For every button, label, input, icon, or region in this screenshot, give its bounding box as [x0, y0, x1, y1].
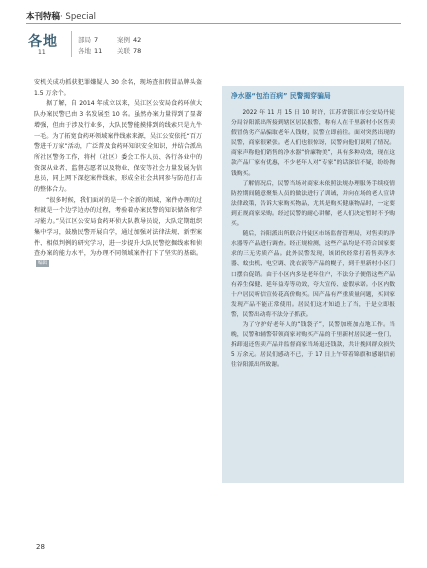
region-name: 各地 [28, 34, 58, 50]
stat-keywords: 关联 78 [117, 47, 142, 55]
magazine-section-title [26, 10, 96, 22]
sidebar-paragraph: 了解情况后，民警当场对商家未依照法规办理服务手续疫情防控期间随意聚集人员的做法进行了训诫，并向在场的老人宣讲法律政策，告诉大家购买物品，尤其是购买健康物品时，一定要到正规商家采购。经过民警的耐心讲解，老人们决定暂时不予购买。 [231, 180, 395, 228]
section-title-cn: 本刊特稿 [26, 12, 61, 22]
article-paragraph: 安机关成功抓获犯罪嫌疑人 30 余名，现场查扣假冒品牌头盔 1.5 万余个。 [34, 79, 202, 97]
region-badge [26, 31, 72, 57]
page-number: 28 [36, 543, 45, 551]
region-count: 11 [38, 49, 46, 56]
header-divider [26, 23, 401, 24]
sidebar-paragraph: 随后，谷阳派出所联合丹徒区市场监督管理局，对售卖的净水器等产品进行调查。经正规检测，这些产品均是不符合国家要求的三无劣质产品。此外民警发现，该团伙经常打着售卖净水器、蚊虫机、电空调、洗衣液等产品的幌子，到千里新村小区门口摆台促销。由于小区内多是老年住户，不法分子便借这些产品有养生保健、延年益寿等功效，夸大宣传、虚假承诺。小区内数十户居民听信宣传花高价购买。因产品有严重质量问题，买回家发现产品不能正常使用。居民们这才知道上了当，于是立即报警，民警出动将不法分子抓获。 [231, 231, 395, 318]
sidebar-paragraph: 为了守护好老年人的“钱袋子”，民警加班加点地工作。当晚，民警和辅警带领商家对购买产品的千里新村居民逐一登门，拆卸退还售卖产品并监督商家当场退还钱款，共计挽回群众损失 5 万余元。居民们感动不已，于 17 日上午带着锦旗和感谢信前往谷阳派出所致谢。 [231, 321, 395, 369]
sidebar-case-box [222, 86, 404, 483]
end-mark: 编辑 [38, 261, 47, 267]
stats-column-left [78, 35, 108, 57]
article-paragraph [34, 196, 202, 271]
article-paragraph-text: “很多时候，我们面对的是一个全新的领域，案件办理的过程就是一个边学边办的过程，考验着办案民警的知识储备和学习能力。”吴江区公安局食药环侦大队教导员说，大队定期组织集中学习，鼓励民警开展自学，通过加强对法律法规、新型案件、相似判例的研究学习，进一步提升大队民警挖掘线索和侦查办案的能力水平，为办理不同领域案件打下了坚实的基础。 [34, 196, 202, 258]
section-title-en: · Special [60, 12, 97, 22]
article-main-column [34, 78, 202, 271]
sidebar-paragraph: 2022 年 11 月 15 日 10 时许，江苏省镇江市公安局丹徒分局谷阳派出所接到辖区居民报警，称有人在千里新村小区售卖假冒伪劣产品骗取老年人钱财，民警立即前往。面对突然出现的民警，商家很紧张。老人们也很惊讶，民警向他们说明了情况。商家声称他们销售的净水器“价廉物美”，具有多种功效，现在这款产品厂家有优惠，不少老年人对“专家”的话深信不疑，纷纷掏钱购买。 [231, 110, 395, 177]
stat-department: 部局 7 [78, 36, 99, 44]
stats-column-right [117, 35, 147, 57]
article-paragraph: 据了解，自 2014 年成立以来，吴江区公安局食药环侦大队办案民警已由 3 名发展至 10 名。虽然办案力量得到了显著增强，但由于涉及行业多，大队民警能摸排到的线索只是九牛一毛。为了拓宽食药环领域案件线索来源，吴江公安依托“百万警进千万家”活动，广泛普及食药环知识安全知识，并结合派出所社区警务工作，将村（社区）委会工作人员、各行各业中的资深从业者、监督志愿者以及物业、保安等社会力量发展为信息员，同上网下深挖案件线索，形成全社会共同参与防范打击的整体合力。 [34, 100, 202, 194]
stat-local: 各地 11 [78, 47, 103, 55]
sidebar-title: 净水器“包治百病” 民警揭穿骗局 [231, 92, 331, 100]
stat-cases: 案例 42 [117, 36, 142, 44]
